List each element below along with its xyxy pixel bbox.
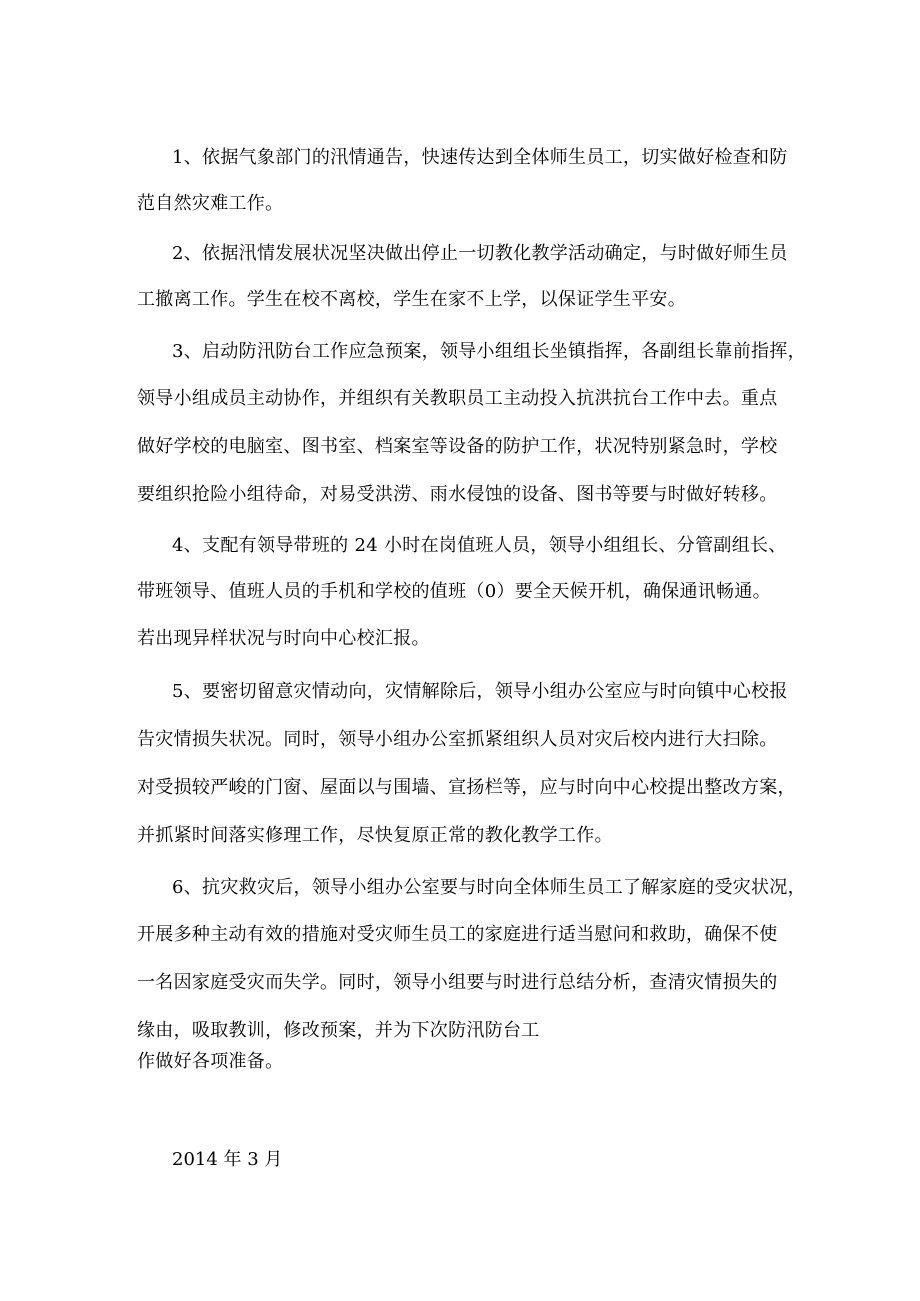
paragraph-3-line-1: 3、启动防汛防台工作应急预案，领导小组组长坐镇指挥，各副组长靠前指挥，: [172, 341, 806, 362]
paragraph-4-line-3: 若出现异样状况与时向中心校汇报。: [137, 628, 430, 649]
paragraph-2-line-1: 2、依据汛情发展状况坚决做出停止一切教化教学活动确定，与时做好师生员: [172, 243, 788, 264]
paragraph-5-line-1: 5、要密切留意灾情动向，灾情解除后，领导小组办公室应与时向镇中心校报: [172, 681, 788, 702]
paragraph-6-line-2: 开展多种主动有效的措施对受灾师生员工的家庭进行适当慰问和救助，确保不使: [137, 924, 778, 945]
paragraph-1-line-2: 范自然灾难工作。: [137, 193, 284, 214]
paragraph-3-line-4: 要组织抢险小组待命，对易受洪涝、雨水侵蚀的设备、图书等要与时做好转移。: [137, 484, 778, 505]
paragraph-5-line-4: 并抓紧时间落实修理工作，尽快复原正常的教化教学工作。: [137, 825, 613, 846]
paragraph-6-line-1: 6、抗灾救灾后，领导小组办公室要与时向全体师生员工了解家庭的受灾状况，: [172, 877, 806, 898]
paragraph-5-line-2: 告灾情损失状况。同时，领导小组办公室抓紧组织人员对灾后校内进行大扫除。: [137, 729, 778, 750]
paragraph-2-line-2: 工撤离工作。学生在校不离校，学生在家不上学，以保证学生平安。: [137, 289, 686, 310]
paragraph-4-line-2: 带班领导、值班人员的手机和学校的值班（0）要全天候开机，确保通讯畅通。: [137, 581, 771, 602]
paragraph-1-line-1: 1、依据气象部门的汛情通告，快速传达到全体师生员工，切实做好检查和防: [172, 147, 788, 168]
paragraph-3-line-2: 领导小组成员主动协作，并组织有关教职员工主动投入抗洪抗台工作中去。重点: [137, 388, 778, 409]
paragraph-6-line-4: 缘由，吸取教训，修改预案，并为下次防汛防台工: [137, 1020, 540, 1041]
paragraph-4-line-1: 4、支配有领导带班的 24 小时在岗值班人员，领导小组组长、分管副组长、: [172, 535, 787, 556]
paragraph-3-line-3: 做好学校的电脑室、图书室、档案室等设备的防护工作，状况特别紧急时，学校: [137, 436, 778, 457]
paragraph-6-line-5: 作做好各项准备。: [137, 1051, 284, 1072]
paragraph-6-line-3: 一名因家庭受灾而失学。同时，领导小组要与时进行总结分析，查清灾情损失的: [137, 972, 778, 993]
paragraph-5-line-3: 对受损较严峻的门窗、屋面以与围墙、宣扬栏等，应与时向中心校提出整改方案，: [137, 777, 796, 798]
document-date: 2014 年 3 月: [172, 1149, 283, 1170]
